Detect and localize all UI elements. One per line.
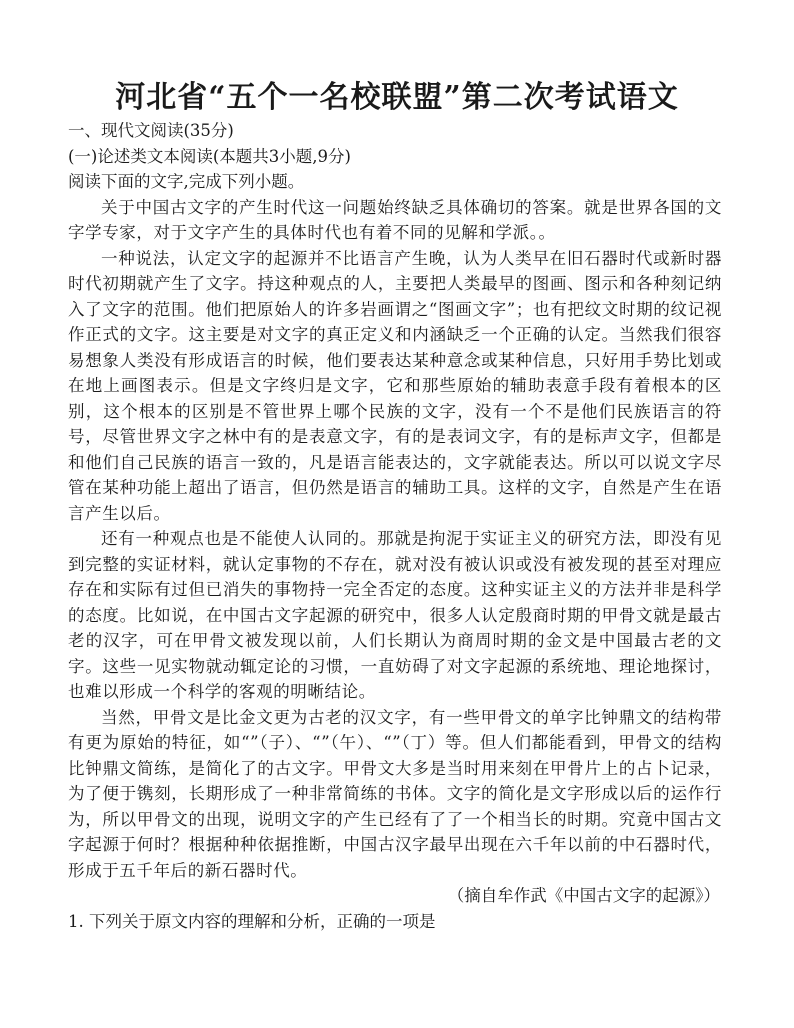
reading-passage xyxy=(68,118,722,934)
source-citation: （摘自牟作武《中国古文字的起源》） xyxy=(447,886,720,905)
subsection-heading: (一)论述类文本阅读(本题共3小题,9分) xyxy=(68,146,351,166)
instruction-text: 阅读下面的文字,完成下列小题。 xyxy=(68,172,305,191)
passage-paragraph: 关于中国古文字的产生时代这一问题始终缺乏具体确切的答案。就是世界各国的文字学专家，对于文字产生的具体时代也有着不同的见解和学派。。 xyxy=(68,197,722,242)
passage-paragraph: 一种说法，认定文字的起源并不比语言产生晚，认为人类早在旧石器时代或新时器时代初期就产生了文字。持这种观点的人，主要把人类最早的图画、图示和各种刻记纳入了文字的范围。他们把原始人的许多岩画谓之“图画文字”；也有把纹文时期的纹记视作正式的文字。这主要是对文字的真正定义和内涵缺乏一个正确的认定。当然我们很容易想象人类没有形成语言的时候，他们要表达某种意念或某种信息，只好用手势比划或在地上画图表示。但是文字终归是文字，它和那些原始的辅助表意手段有着根本的区别，这个根本的区别是不管世界上哪个民族的文字，没有一个不是他们民族语言的符号，尽管世界文字之林中有的是表意文字，有的是表词文字，有的是标声文字，但都是和他们自己民族的语言一致的，凡是语言能表达的，文字就能表达。所以可以说文字尽管在某种功能上超出了语言，但仍然是语言的辅助工具。这样的文字，自然是产生在语言产生以后。 xyxy=(68,248,722,523)
exam-title: 河北省“五个一名校联盟”第二次考试语文 xyxy=(115,80,679,115)
passage-paragraph: 还有一种观点也是不能使人认同的。那就是拘泥于实证主义的研究方法，即没有见到完整的实证材料，就认定事物的不存在，就对没有被认识或没有被发现的甚至对理应存在和实际有过但已消失的事物持一完全否定的态度。这种实证主义的方法并非是科学的态度。比如说，在中国古文字起源的研究中，很多人认定殷商时期的甲骨文就是最古老的汉字，可在甲骨文被发现以前，人们长期认为商周时期的金文是中国最古老的文字。这些一见实物就动辄定论的习惯，一直妨碍了对文字起源的系统地、理论地探讨，也难以形成一个科学的客观的明晰结论。 xyxy=(68,529,722,701)
section-heading: 一、现代文阅读(35分) xyxy=(68,121,234,140)
question-1: 1. 下列关于原文内容的理解和分析，正确的一项是 xyxy=(68,911,436,931)
passage-paragraph: 当然，甲骨文是比金文更为古老的汉文字，有一些甲骨文的单字比钟鼎文的结构带有更为原始的特征，如“”（子）、“”（午）、“”（丁）等。但人们都能看到，甲骨文的结构比钟鼎文简练，是简化了的古文字。甲骨文大多是当时用来刻在甲骨片上的占卜记录，为了便于镌刻，长期形成了一种非常简练的书体。文字的简化是文字形成以后的运作行为，所以甲骨文的出现，说明文字的产生已经有了了一个相当长的时期。究竟中国古文字起源于何时？根据种种依据推断，中国古汉字最早出现在六千年以前的中石器时代，形成于五千年后的新石器时代。 xyxy=(68,707,722,880)
